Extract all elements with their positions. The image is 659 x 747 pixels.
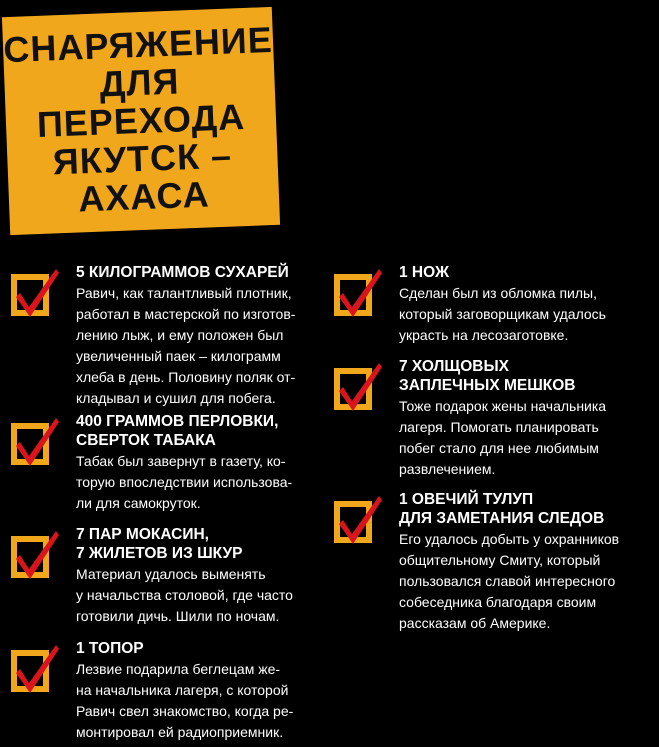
title-banner — [2, 7, 280, 235]
item-desc-line: Равич, как талантливый плотник, — [76, 285, 292, 301]
item-desc-line: Лезвие подарила беглецам же- — [76, 661, 281, 677]
item-title: 7 ЖИЛЕТОВ ИЗ ШКУР — [76, 545, 243, 562]
item-desc-line: Тоже подарок жены начальника — [399, 398, 607, 414]
title-line: ЯКУТСК – — [52, 134, 233, 183]
title-line: ДЛЯ — [98, 60, 181, 105]
title-line: ПЕРЕХОДА — [36, 96, 246, 145]
item-desc-line: развлечением. — [399, 461, 496, 477]
item-desc-line: у начальства столовой, где часто — [76, 587, 293, 603]
item-title: 5 КИЛОГРАММОВ СУХАРЕЙ — [76, 264, 289, 281]
title-line: АХАСА — [77, 173, 211, 220]
item-desc-line: Равич свел знакомство, когда ре- — [76, 703, 294, 719]
item-desc-line: увеличенный паек – килограмм — [76, 348, 281, 364]
item-desc-line: собеседника благодаря своим — [399, 594, 597, 610]
item-title: 1 НОЖ — [399, 264, 449, 281]
item-desc-line: пользовался славой интересного — [399, 573, 616, 589]
item-title: 1 ТОПОР — [76, 640, 144, 657]
item-desc-line: Табак был завернут в газету, ко- — [76, 453, 286, 469]
checkbox-check-icon — [10, 412, 60, 468]
item-desc-line: украсть на лесозаготовке. — [399, 327, 569, 343]
item-desc-line: рассказам об Америке. — [399, 615, 551, 631]
item-title: ЗАПЛЕЧНЫХ МЕШКОВ — [399, 377, 576, 394]
item-desc-line: Сделан был из обломка пилы, — [399, 285, 597, 301]
item-desc-line: хлеба в день. Половину поляк от- — [76, 369, 296, 385]
item-desc-line: лению лыж, и ему положен был — [76, 327, 284, 343]
item-title: 400 ГРАММОВ ПЕРЛОВКИ, — [76, 413, 279, 430]
item-desc-line: Материал удалось выменять — [76, 566, 266, 582]
checkbox-check-icon — [333, 357, 383, 413]
item-desc-line: Его удалось добыть у охранников — [399, 531, 620, 547]
checkbox-check-icon — [10, 525, 60, 581]
item-title: 7 ХОЛЩОВЫХ — [399, 358, 509, 375]
item-desc-line: который заговорщикам удалось — [399, 306, 606, 322]
item-desc-line: готовили дичь. Шили по ночам. — [76, 608, 280, 624]
item-desc-line: на начальника лагеря, с которой — [76, 682, 289, 698]
checkbox-check-icon — [333, 490, 383, 546]
item-desc-line: ли для самокруток. — [76, 495, 201, 511]
item-desc-line: кладывал и сушил для побега. — [76, 390, 276, 406]
item-title: 7 ПАР МОКАСИН, — [76, 526, 209, 543]
item-title: ДЛЯ ЗАМЕТАНИЯ СЛЕДОВ — [399, 510, 605, 527]
item-desc-line: работал в мастерской по изготов- — [76, 306, 296, 322]
item-desc-line: общительному Смиту, который — [399, 552, 601, 568]
item-title: СВЕРТОК ТАБАКА — [76, 432, 216, 449]
item-desc-line: монтировал ей радиоприемник. — [76, 724, 284, 740]
item-desc-line: торую впоследствии использова- — [76, 474, 293, 490]
item-title: 1 ОВЕЧИЙ ТУЛУП — [399, 491, 534, 508]
title-line: СНАРЯЖЕНИЕ — [2, 18, 274, 71]
item-desc-line: побег стало для нее любимым — [399, 440, 599, 456]
checkbox-check-icon — [10, 639, 60, 695]
item-desc-line: лагеря. Помогать планировать — [399, 419, 599, 435]
checkbox-check-icon — [10, 263, 60, 319]
checkbox-check-icon — [333, 263, 383, 319]
